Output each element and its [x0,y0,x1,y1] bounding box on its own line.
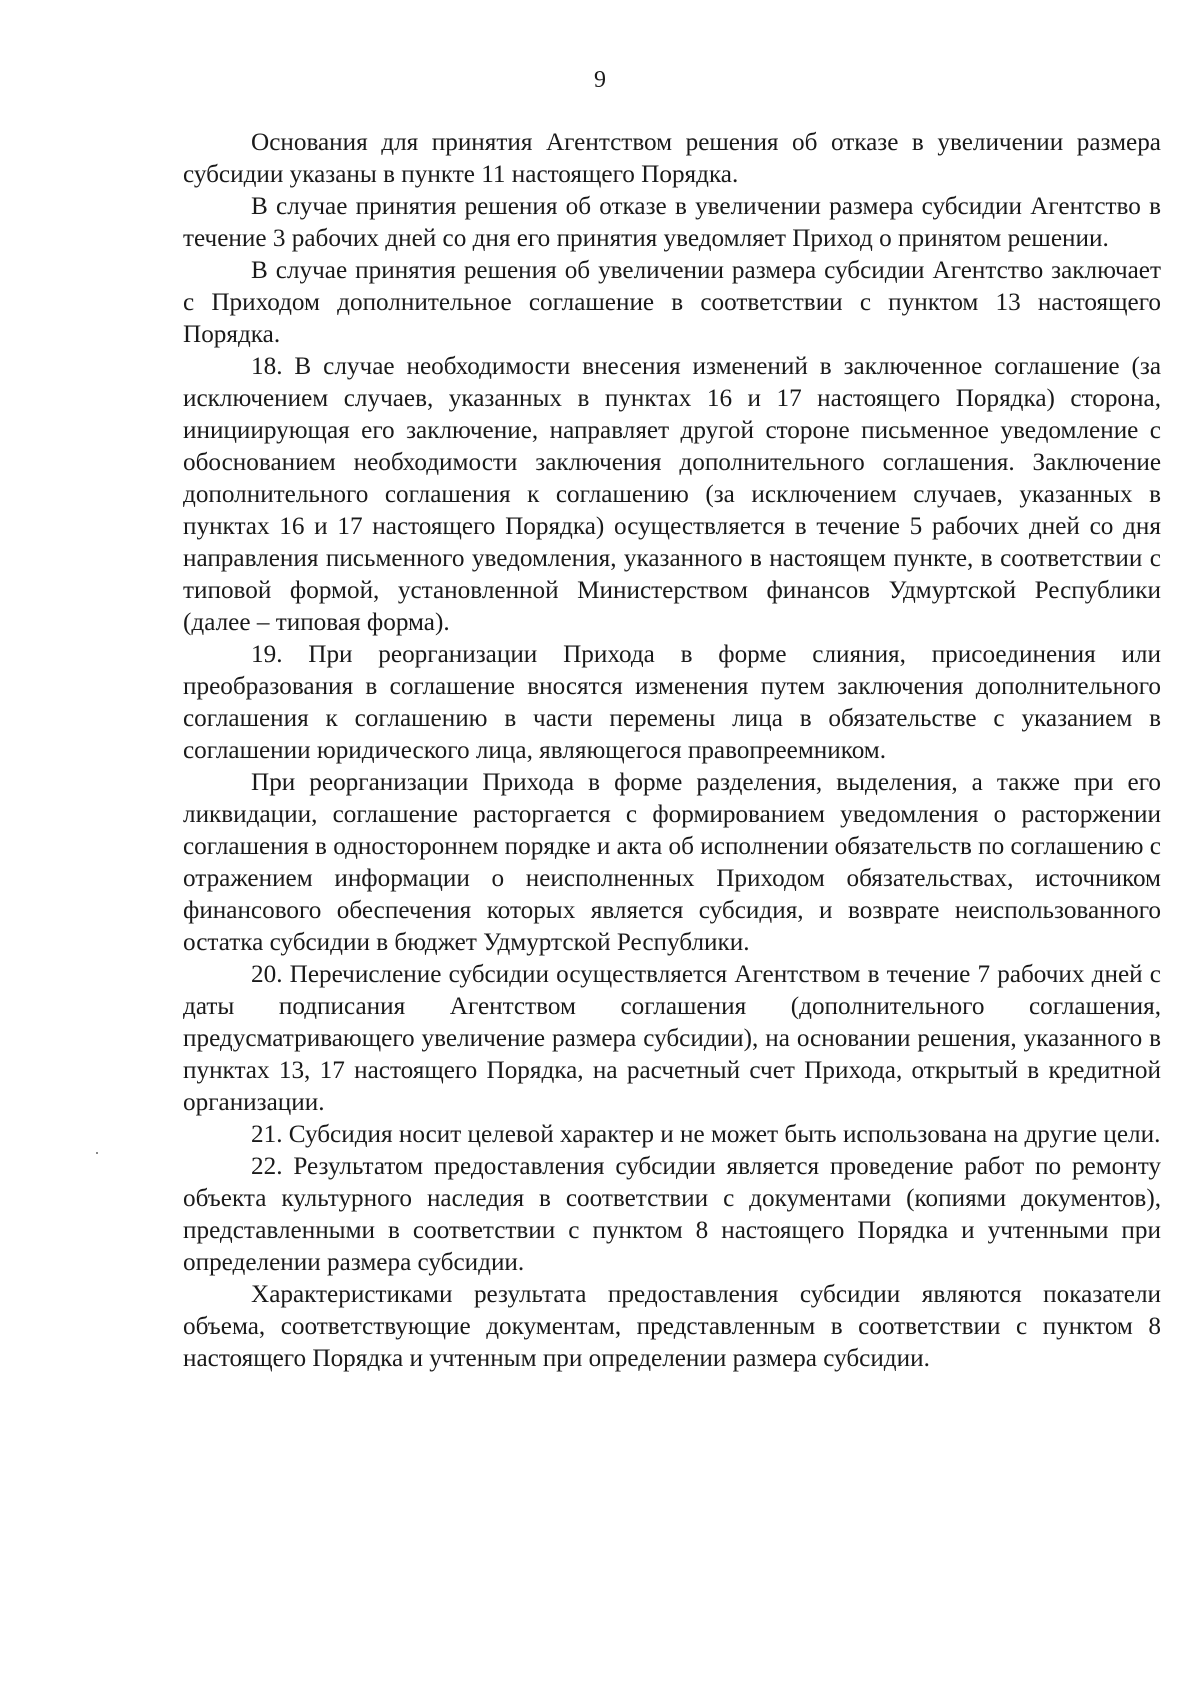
paragraph: В случае принятия решения об увеличении размера субсидии Агентство заключает с Приходом дополнительное соглашение в соответствии с пунктом 13 настоящего Порядка. [183,257,1161,348]
paragraph: В случае принятия решения об отказе в увеличении размера субсидии Агентство в течение 3 рабочих дней со дня его принятия уведомляет Приход о принятом решении. [183,193,1161,252]
paragraph: При реорганизации Прихода в форме разделения, выделения, а также при его ликвидации, соглашение расторгается с формированием уведомления о расторжении соглашения в одностороннем порядке и акта об исполнении обязательств по соглашению с отражением информации о неисполненных Приходом обязательствах, источником финансового обеспечения которых является субсидия, и возврате неиспользованного остатка субсидии в бюджет Удмуртской Республики. [183,769,1161,956]
paragraph-clause-22: 22. Результатом предоставления субсидии является проведение работ по ремонту объекта культурного наследия в соответствии с документами (копиями документов), представленными в соответствии с пунктом 8 настоящего Порядка и учтенными при определении размера субсидии. [183,1153,1161,1276]
paragraph: Основания для принятия Агентством решения об отказе в увеличении размера субсидии указаны в пункте 11 настоящего Порядка. [183,129,1161,188]
paragraph-clause-19: 19. При реорганизации Прихода в форме слияния, присоединения или преобразования в соглашение вносятся изменения путем заключения дополнительного соглашения к соглашению в части перемены лица в обязательстве с указанием в соглашении юридического лица, являющегося правопреемником. [183,641,1161,764]
paragraph-clause-18: 18. В случае необходимости внесения изменений в заключенное соглашение (за исключением случаев, указанных в пунктах 16 и 17 настоящего Порядка) сторона, инициирующая его заключение, направляет другой стороне письменное уведомление с обоснованием необходимости заключения дополнительного соглашения. Заключение дополнительного соглашения к соглашению (за исключением случаев, указанных в пунктах 16 и 17 настоящего Порядка) осуществляется в течение 5 рабочих дней со дня направления письменного уведомления, указанного в настоящем пункте, в соответствии с типовой формой, установленной Министерством финансов Удмуртской Республики (далее – типовая форма). [183,353,1161,636]
paragraph-clause-20: 20. Перечисление субсидии осуществляется Агентством в течение 7 рабочих дней с даты подписания Агентством соглашения (дополнительного соглашения, предусматривающего увеличение размера субсидии), на основании решения, указанного в пунктах 13, 17 настоящего Порядка, на расчетный счет Прихода, открытый в кредитной организации. [183,961,1161,1116]
scan-speck [96,1152,98,1154]
page-number: 9 [594,67,606,93]
paragraph-clause-21: 21. Субсидия носит целевой характер и не может быть использована на другие цели. [251,1121,1161,1148]
paragraph: Характеристиками результата предоставления субсидии являются показатели объема, соответствующие документам, представленным в соответствии с пунктом 8 настоящего Порядка и учтенным при определении размера субсидии. [183,1281,1161,1372]
document-body [183,127,1161,1375]
